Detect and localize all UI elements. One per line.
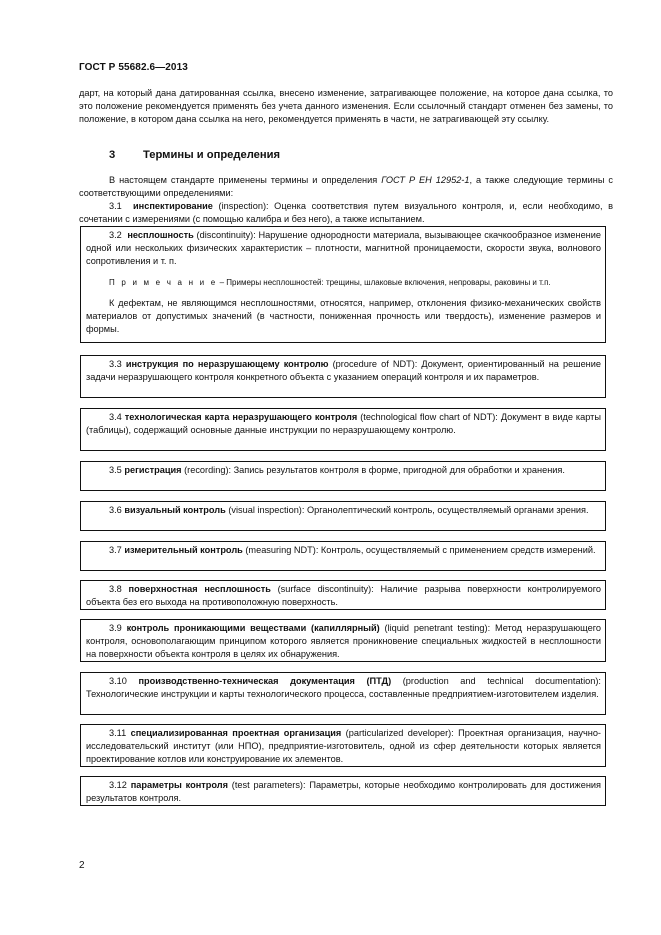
- term-definition: Документ, ориентированный на решение задачи неразрушающего контроля конкретного объекта с указанием операций контроля и их параметров.: [86, 359, 601, 382]
- term-english: (discontinuity):: [193, 230, 259, 240]
- term-box-3-8: [80, 580, 606, 610]
- term-english: (particularized developer):: [341, 728, 459, 738]
- term-note: [86, 276, 601, 289]
- term-number: 3.7: [109, 545, 122, 555]
- term-name: регистрация: [124, 465, 182, 475]
- term-english: (measuring NDT):: [242, 545, 321, 555]
- term-box-3-11: [80, 724, 606, 767]
- note-label: П р и м е ч а н и е: [109, 278, 218, 287]
- term-number: 3.10: [109, 676, 127, 686]
- term-name: инструкция по неразрушающему контролю: [125, 359, 329, 369]
- section-number: 3: [109, 149, 116, 161]
- lead-reference: ГОСТ Р ЕН 12952-1: [381, 175, 470, 185]
- term-box-3-10: [80, 672, 606, 715]
- term-box-3-2: [80, 226, 606, 343]
- term-box-3-12: [80, 776, 606, 806]
- term-name: визуальный контроль: [124, 505, 226, 515]
- term-box-3-7: [80, 541, 606, 571]
- term-3-9: [86, 622, 601, 661]
- term-definition: Органолептический контроль, осуществляемый органами зрения.: [306, 505, 589, 515]
- term-box-3-4: [80, 408, 606, 451]
- term-definition: Оценка соответствия путем визуального контроля, и, если необходимо, в сочетании с измерениями (с помощью калибра и без него), а также испытанием.: [79, 201, 613, 224]
- term-number: 3.5: [109, 465, 122, 475]
- term-extra: К дефектам, не являющимся несплошностями, относятся, например, отклонения физико-механических свойств материалов от допустимых значений (в частности, пониженная прочность или твердость), изменение размеров и формы.: [86, 298, 601, 334]
- term-definition: Контроль, осуществляемый с применением средств измерений.: [320, 545, 596, 555]
- term-name: поверхностная несплошность: [128, 584, 271, 594]
- term-number: 3.6: [109, 505, 122, 515]
- term-name: технологическая карта неразрушающего контроля: [124, 412, 358, 422]
- page-number: 2: [79, 860, 85, 871]
- term-3-4: [86, 411, 601, 437]
- section-heading: [109, 149, 280, 161]
- lead-text: В настоящем стандарте применены термины и определения: [109, 175, 382, 185]
- term-box-3-3: [80, 355, 606, 398]
- term-english: (test parameters):: [227, 780, 310, 790]
- term-definition: Запись результатов контроля в форме, пригодной для обработки и хранения.: [233, 465, 565, 475]
- term-3-12: [86, 779, 601, 805]
- term-english: (recording):: [181, 465, 234, 475]
- term-3-6: [86, 504, 601, 517]
- term-box-3-5: [80, 461, 606, 491]
- term-box-3-9: [80, 619, 606, 662]
- term-definition: Документ в виде карты (таблицы), содержащий основные данные инструкции по неразрушающему контролю.: [86, 412, 601, 435]
- term-name: параметры контроля: [130, 780, 228, 790]
- term-definition: Технологические инструкции и карты технологического процесса, составленные предприятием-изготовителем изделия.: [86, 689, 599, 699]
- term-number: 3.4: [109, 412, 122, 422]
- term-3-5: [86, 464, 601, 477]
- term-number: 3.11: [109, 728, 127, 738]
- term-definition: Наличие разрыва поверхности контролируемого объекта без его выхода на противоположную поверхность.: [86, 584, 601, 607]
- term-english: (inspection):: [212, 201, 275, 211]
- term-box-3-6: [80, 501, 606, 531]
- note-text: – Примеры несплошностей: трещины, шлаковые включения, непровары, раковины и т.п.: [217, 278, 551, 287]
- term-name: специализированная проектная организация: [130, 728, 342, 738]
- term-number: 3.12: [109, 780, 127, 790]
- term-3-7: [86, 544, 601, 557]
- term-definition: Метод неразрушающего контроля, основополагающим принципом которого является проникновение специальных жидкостей в несплошности на поверхности объекта контроля в целях их обнаружения.: [86, 623, 601, 659]
- term-name: инспектирование: [133, 201, 213, 211]
- term-number: 3.8: [109, 584, 122, 594]
- term-definition: Нарушение однородности материала, вызывающее скачкообразное изменение одной или нескольких физических характеристик – плотности, магнитной проницаемости, скорости звука, волнового сопротивления и т. п.: [86, 230, 602, 266]
- term-number: 3.9: [109, 623, 122, 633]
- term-3-2: [86, 229, 601, 268]
- term-name: несплошность: [127, 230, 194, 240]
- intro-paragraph: дарт, на который дана датированная ссылка, внесено изменение, затрагивающее положение, на которое дана ссылка, то это положение рекомендуется применять без учета данного изменения. Если ссылочный стандарт отменен без замены, то положение, в котором дана ссылка на него, рекомендуется применять в части, не затрагивающей эту ссылку.: [79, 88, 613, 124]
- term-english: (procedure of NDT):: [328, 359, 422, 369]
- lead-text-end: , а также следующие термины с соответствующими определениями:: [79, 175, 614, 198]
- term-english: (technological flow chart of NDT):: [357, 412, 501, 422]
- term-definition: Проектная организация, научно-исследовательский институт (или НПО), предприятие-изготовитель, одной из сфер деятельности которых является проектирование котлов или конструирование их элементов.: [86, 728, 601, 764]
- term-english: (production and technical documentation):: [391, 676, 601, 686]
- document-header: ГОСТ Р 55682.6—2013: [79, 62, 188, 73]
- term-name: измерительный контроль: [124, 545, 243, 555]
- term-number: 3.2: [109, 230, 122, 240]
- term-3-3: [86, 358, 601, 384]
- term-3-1: [79, 200, 613, 226]
- term-3-10: [86, 675, 601, 701]
- term-english: (surface discontinuity):: [270, 584, 381, 594]
- term-number: 3.1: [109, 201, 122, 211]
- term-english: (visual inspection):: [225, 505, 307, 515]
- term-definition: Параметры, которые необходимо контролировать для достижения результатов контроля.: [86, 780, 601, 803]
- term-3-11: [86, 727, 601, 766]
- section-title: Термины и определения: [143, 149, 281, 161]
- term-english: (liquid penetrant testing):: [379, 623, 495, 633]
- term-name: контроль проникающими веществами (капиллярный): [126, 623, 380, 633]
- term-3-8: [86, 583, 601, 609]
- term-number: 3.3: [109, 359, 122, 369]
- lead-paragraph: [79, 174, 613, 200]
- term-name: производственно-техническая документация (ПТД): [138, 676, 392, 686]
